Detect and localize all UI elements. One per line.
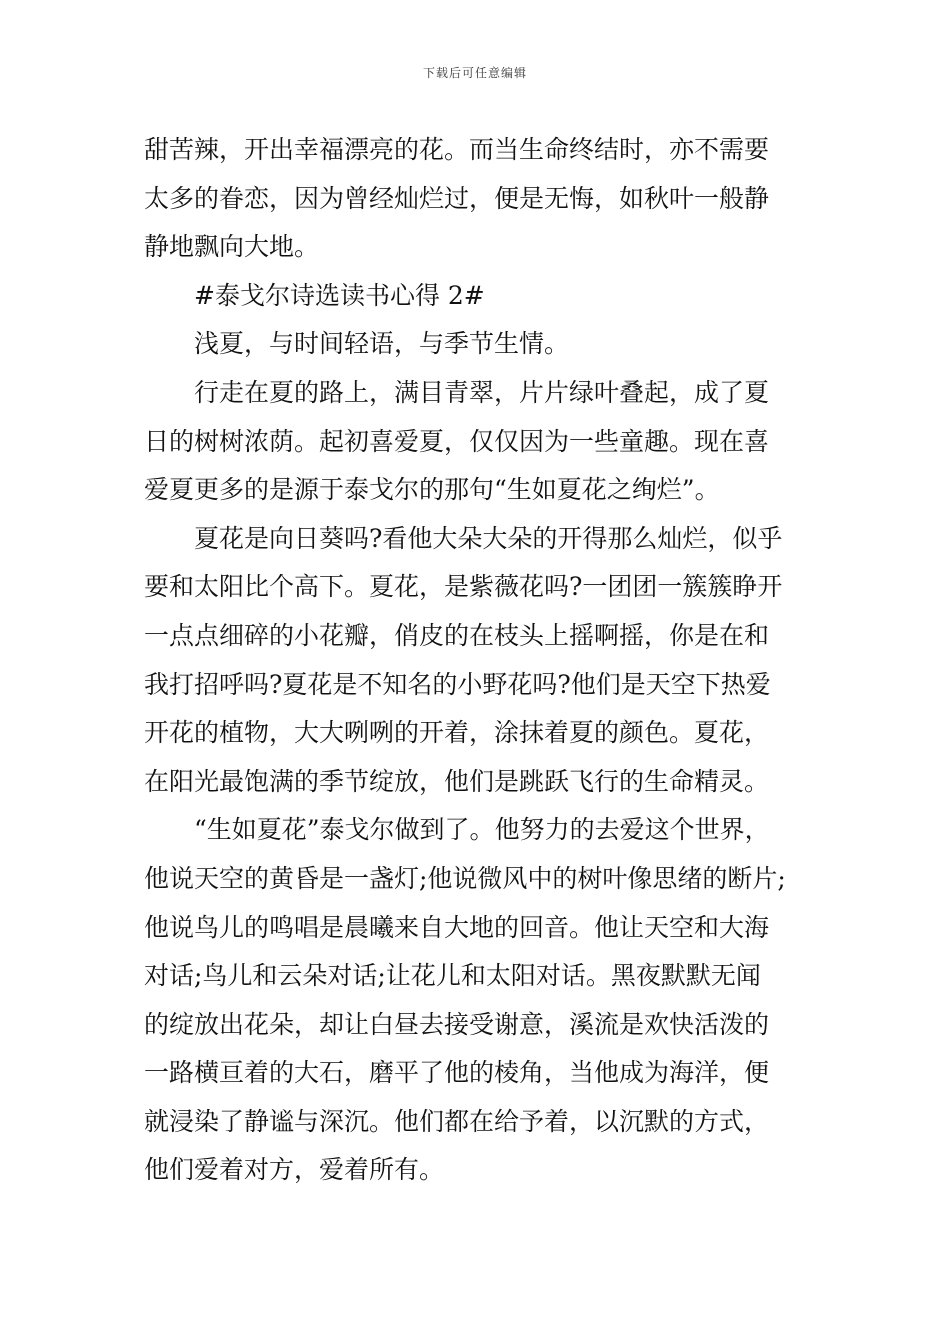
text-line: 我打招呼吗?夏花是不知名的小野花吗?他们是天空下热爱 — [144, 669, 771, 699]
text-line: 的绽放出花朵，却让白昼去接受谢意，溪流是欢快活泼的 — [144, 1009, 770, 1039]
text-line: 要和太阳比个高下。夏花，是紫薇花吗?一团团一簇簇睁开 — [144, 572, 783, 602]
text-line: 行走在夏的路上，满目青翠，片片绿叶叠起，成了夏 — [194, 377, 770, 407]
text-line: 他说鸟儿的鸣唱是晨曦来自大地的回音。他让天空和大海 — [144, 912, 770, 942]
text-line: 甜苦辣，开出幸福漂亮的花。而当生命终结时，亦不需要 — [144, 135, 770, 164]
text-line: 爱夏更多的是源于泰戈尔的那句“生如夏花之绚烂”。 — [144, 475, 720, 505]
text-line: 太多的眷恋，因为曾经灿烂过，便是无悔，如秋叶一般静 — [144, 183, 770, 213]
text-line: 日的树树浓荫。起初喜爱夏，仅仅因为一些童趣。现在喜 — [144, 426, 770, 456]
text-line: 一路横亘着的大石，磨平了他的棱角，当他成为海洋，便 — [144, 1058, 770, 1088]
page-header: 下载后可任意编辑 — [422, 66, 527, 80]
text-line: 静地飘向大地。 — [144, 232, 320, 262]
text-line: 开花的植物，大大咧咧的开着，涂抹着夏的颜色。夏花， — [144, 718, 770, 748]
text-line: 就浸染了静谧与深沉。他们都在给予着，以沉默的方式， — [144, 1106, 770, 1136]
text-line: 浅夏，与时间轻语，与季节生情。 — [194, 329, 570, 359]
text-line: 夏花是向日葵吗?看他大朵大朵的开得那么灿烂，似乎 — [194, 523, 783, 553]
text-line: 对话;鸟儿和云朵对话;让花儿和太阳对话。黑夜默默无闻 — [144, 961, 761, 991]
section-heading: #泰戈尔诗选读书心得 2# — [194, 280, 485, 310]
text-line: 他们爱着对方，爱着所有。 — [144, 1155, 445, 1185]
text-line: “生如夏花”泰戈尔做到了。他努力的去爱这个世界， — [194, 815, 770, 845]
document-body — [144, 126, 810, 1195]
text-line: 他说天空的黄昏是一盏灯;他说微风中的树叶像思绪的断片; — [144, 863, 786, 893]
text-line: 在阳光最饱满的季节绽放，他们是跳跃飞行的生命精灵。 — [144, 766, 770, 796]
text-line: 一点点细碎的小花瓣，俏皮的在枝头上摇啊摇，你是在和 — [144, 620, 770, 650]
